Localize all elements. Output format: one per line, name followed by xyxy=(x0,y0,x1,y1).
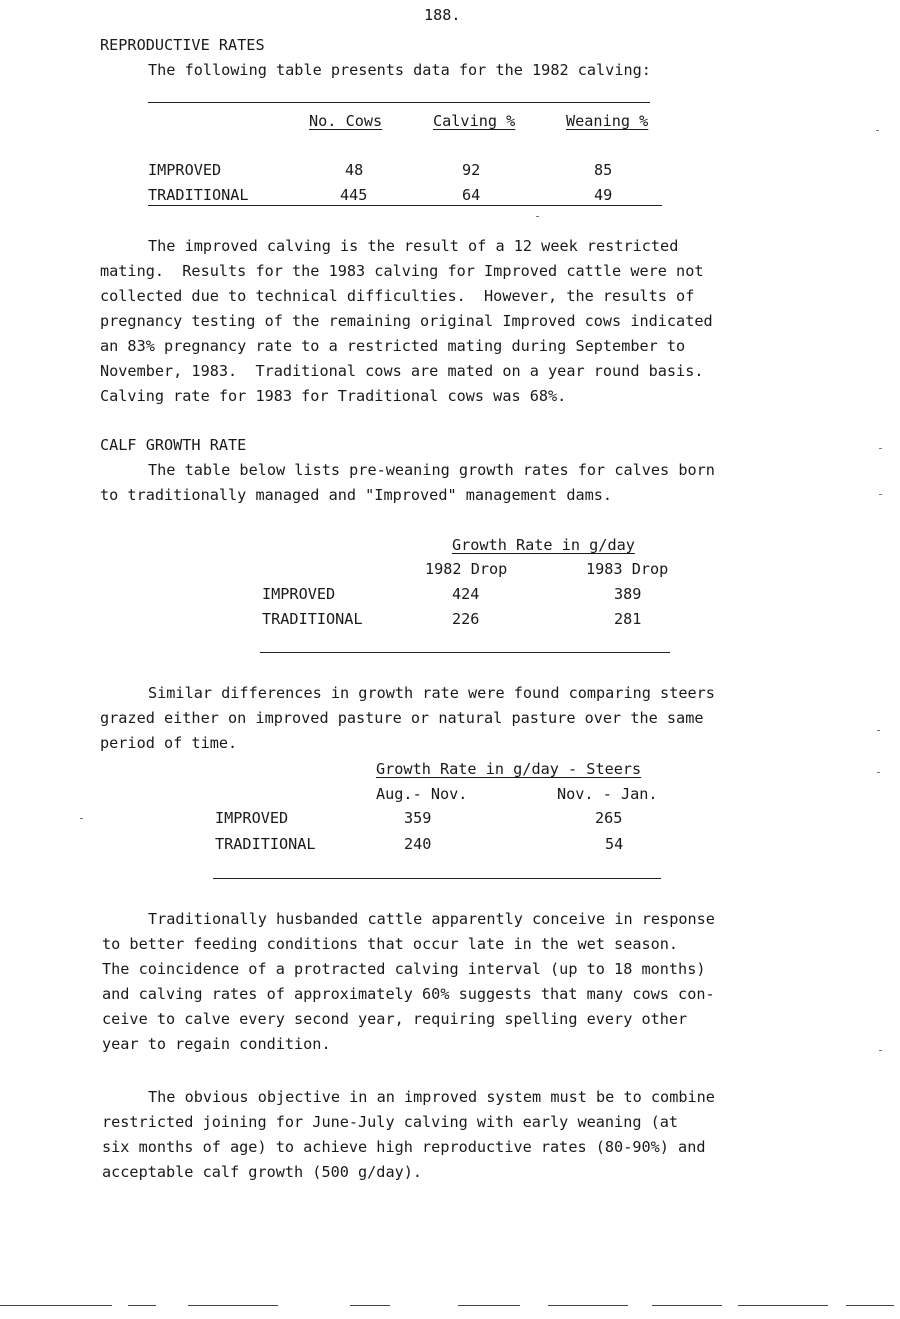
text-line: The obvious objective in an improved system must be to combine xyxy=(148,1088,715,1106)
table1-cell: 49 xyxy=(594,186,613,204)
scan-speck xyxy=(536,216,539,217)
text-line: collected due to technical difficulties. However, the results of xyxy=(100,287,695,305)
table3-header-nov-jan: Nov. - Jan. xyxy=(557,785,658,803)
scan-artifact-line xyxy=(350,1305,390,1306)
scan-speck xyxy=(879,448,882,449)
table3-title: Growth Rate in g/day - Steers xyxy=(376,760,642,778)
scan-artifact-line xyxy=(548,1305,628,1306)
scan-artifact-line xyxy=(458,1305,520,1306)
text-line: pregnancy testing of the remaining original Improved cows indicated xyxy=(100,312,713,330)
text-line: grazed either on improved pasture or natural pasture over the same xyxy=(100,709,704,727)
text-line: six months of age) to achieve high reproductive rates (80-90%) and xyxy=(102,1138,706,1156)
text-line: The table below lists pre-weaning growth rates for calves born xyxy=(148,461,715,479)
text-line: The coincidence of a protracted calving interval (up to 18 months) xyxy=(102,960,706,978)
table2-cell: 226 xyxy=(452,610,480,628)
conclusion-paragraph-1 xyxy=(102,907,752,1057)
scan-artifact-line xyxy=(188,1305,278,1306)
scan-artifact-line xyxy=(846,1305,894,1306)
table3-bottom-rule xyxy=(213,878,661,879)
table2-cell: 424 xyxy=(452,585,480,603)
table2-bottom-rule xyxy=(260,652,670,653)
scan-speck xyxy=(876,130,879,131)
text-line: period of time. xyxy=(100,734,238,752)
table3-row-label-traditional: TRADITIONAL xyxy=(215,835,316,853)
table1-cell: 48 xyxy=(345,161,364,179)
scan-speck xyxy=(879,1050,882,1051)
scan-artifact-line xyxy=(738,1305,828,1306)
section1-paragraph xyxy=(100,234,750,409)
table1-bottom-rule xyxy=(148,205,662,206)
table1-row-label-improved: IMPROVED xyxy=(148,161,222,179)
table2-row-label-traditional: TRADITIONAL xyxy=(262,610,363,628)
section2-intro xyxy=(100,458,750,508)
scan-speck xyxy=(879,494,882,495)
text-line: Similar differences in growth rate were found comparing steers xyxy=(148,684,715,702)
table3-cell: 54 xyxy=(605,835,624,853)
table1-cell: 445 xyxy=(340,186,368,204)
table2-title: Growth Rate in g/day xyxy=(452,536,635,554)
text-line: Traditionally husbanded cattle apparently conceive in response xyxy=(148,910,715,928)
section-heading-reproductive-rates: REPRODUCTIVE RATES xyxy=(100,36,265,54)
table1-row-label-traditional: TRADITIONAL xyxy=(148,186,249,204)
table3-cell: 240 xyxy=(404,835,432,853)
table3-row-label-improved: IMPROVED xyxy=(215,809,289,827)
table3-cell: 265 xyxy=(595,809,623,827)
text-line: and calving rates of approximately 60% suggests that many cows con- xyxy=(102,985,715,1003)
table2-row-label-improved: IMPROVED xyxy=(262,585,336,603)
text-line: restricted joining for June-July calving with early weaning (at xyxy=(102,1113,679,1131)
scan-artifact-line xyxy=(652,1305,722,1306)
section1-intro: The following table presents data for the 1982 calving: xyxy=(148,61,651,79)
table1-header-calving: Calving % xyxy=(433,112,516,130)
table1-header-weaning: Weaning % xyxy=(566,112,649,130)
text-line: November, 1983. Traditional cows are mated on a year round basis. xyxy=(100,362,704,380)
table1-cell: 92 xyxy=(462,161,481,179)
scan-speck xyxy=(80,818,83,819)
conclusion-paragraph-2 xyxy=(102,1085,752,1185)
text-line: to traditionally managed and "Improved" management dams. xyxy=(100,486,613,504)
scan-speck xyxy=(877,772,880,773)
scan-artifact-line xyxy=(128,1305,156,1306)
table3-cell: 359 xyxy=(404,809,432,827)
text-line: to better feeding conditions that occur late in the wet season. xyxy=(102,935,679,953)
text-line: an 83% pregnancy rate to a restricted mating during September to xyxy=(100,337,686,355)
table1-cell: 85 xyxy=(594,161,613,179)
text-line: ceive to calve every second year, requiring spelling every other xyxy=(102,1010,688,1028)
section2-paragraph xyxy=(100,681,750,756)
table2-header-1983: 1983 Drop xyxy=(586,560,669,578)
scan-speck xyxy=(877,730,880,731)
text-line: year to regain condition. xyxy=(102,1035,331,1053)
table1-header-no-cows: No. Cows xyxy=(309,112,383,130)
text-line: The improved calving is the result of a 12 week restricted xyxy=(148,237,679,255)
table2-header-1982: 1982 Drop xyxy=(425,560,508,578)
table3-header-aug-nov: Aug.- Nov. xyxy=(376,785,468,803)
table1-top-rule xyxy=(148,102,650,103)
text-line: acceptable calf growth (500 g/day). xyxy=(102,1163,423,1181)
table2-cell: 281 xyxy=(614,610,642,628)
page-number: 188. xyxy=(424,6,461,24)
text-line: mating. Results for the 1983 calving for Improved cattle were not xyxy=(100,262,704,280)
scan-artifact-line xyxy=(0,1305,112,1306)
table1-cell: 64 xyxy=(462,186,481,204)
section-heading-calf-growth-rate: CALF GROWTH RATE xyxy=(100,436,247,454)
text-line: Calving rate for 1983 for Traditional cows was 68%. xyxy=(100,387,567,405)
table2-cell: 389 xyxy=(614,585,642,603)
